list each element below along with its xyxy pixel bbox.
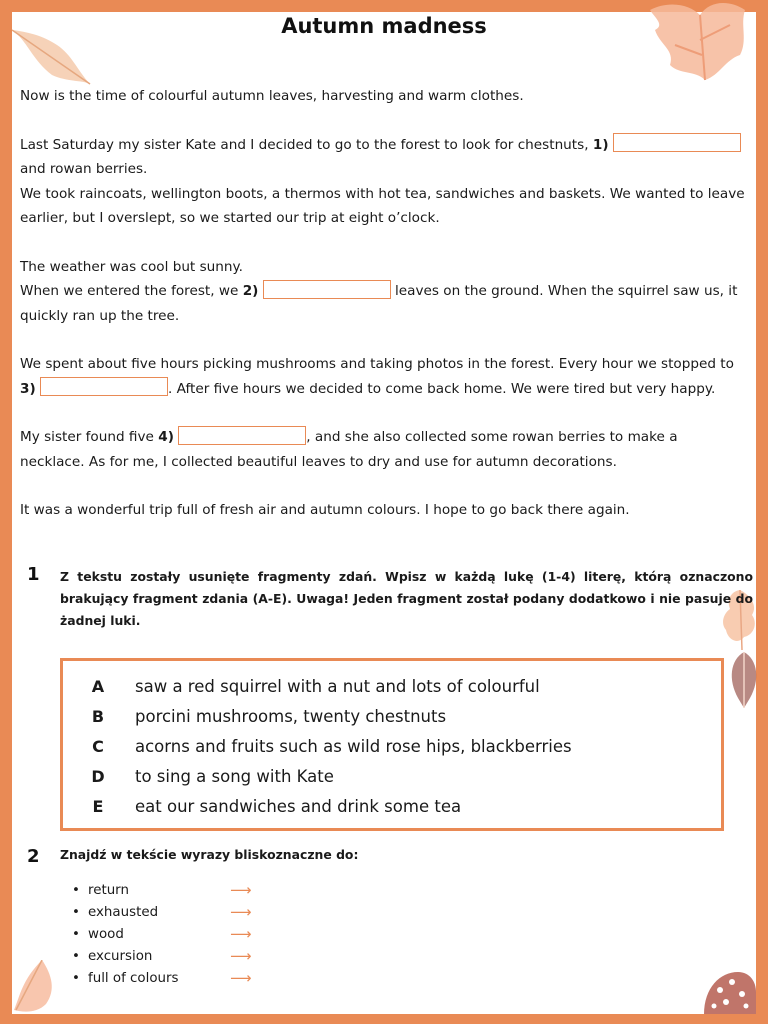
list-item: • excursion ⟶ [70,946,179,968]
autumn-leaf-icon [726,650,762,710]
synonym-list [70,880,252,990]
gap-3-label: 3) [20,380,36,397]
arrow-right-icon[interactable]: ⟶ [230,969,252,987]
gap-2-box[interactable] [263,280,391,299]
option-b: B porcini mushrooms, twenty chestnuts [91,706,447,726]
task-1-number: 1 [27,564,40,585]
gap-4-label: 4) [158,429,174,445]
list-item: • return ⟶ [70,880,179,902]
arrow-right-icon[interactable]: ⟶ [230,881,252,899]
task-2-number: 2 [27,846,40,867]
arrow-right-icon[interactable]: ⟶ [230,925,252,943]
bullet-icon: • [72,883,80,898]
bullet-icon: • [72,927,80,942]
paragraph: It was a wonderful trip full of fresh air and autumn colours. I hope to go back there again. [20,502,630,518]
task-1-instruction: Z tekstu zostały usunięte fragmenty zdań. Wpisz w każdą lukę (1-4) literę, którą oznaczono brakujący fragment zdania (A-E). Uwaga! Jeden fragment został podany dodatkowo i nie pasuje do żadnej luki. [60,569,753,628]
list-item: • wood ⟶ [70,924,179,946]
option-e: E eat our sandwiches and drink some tea [92,796,462,816]
autumn-leaf-icon [12,960,62,1014]
list-item: • full of colours ⟶ [70,968,179,990]
bullet-icon: • [72,949,80,964]
paragraph: Now is the time of colourful autumn leaves, harvesting and warm clothes. [20,88,524,104]
arrow-right-icon[interactable]: ⟶ [230,903,252,921]
list-item: • exhausted ⟶ [70,902,179,924]
options-box [60,658,724,831]
paragraph: My sister found five 4) , and she also collected some rowan berries to make a necklace. As for me, I collected beautiful leaves to dry and use for autumn decorations. [20,425,746,474]
page-title: Autumn madness [281,14,487,38]
gap-2-label: 2) [242,283,259,299]
gap-1-label: 1) [592,136,609,153]
mushroom-icon [700,968,756,1014]
story-text [20,84,746,547]
paragraph: The weather was cool but sunny. When we entered the forest, we 2) leaves on the ground. When the squirrel saw us, it quickly ran up the tree. [20,258,738,324]
gap-4-box[interactable] [178,426,306,445]
paragraph: Last Saturday my sister Kate and I decided to go to the forest to look for chestnuts, 1) and rowan berries. We took raincoats, wellington boots, a thermos with hot tea, sandwiches and baskets. We wanted to leave earlier, but I overslept, so we started our trip at eight o’clock. [20,133,746,231]
bullet-icon: • [72,905,80,920]
option-c: C acorns and fruits such as wild rose hips, blackberries [92,736,572,756]
option-d: D to sing a song with Kate [91,766,334,786]
bullet-icon: • [72,971,80,986]
arrow-right-icon[interactable]: ⟶ [230,947,252,965]
gap-1-box[interactable] [613,133,741,152]
gap-3-box[interactable] [40,377,168,396]
option-a: A saw a red squirrel with a nut and lots of colourful [91,676,540,696]
task-2-instruction: Znajdź w tekście wyrazy bliskoznaczne do: [60,847,359,862]
paragraph: We spent about five hours picking mushrooms and taking photos in the forest. Every hour we stopped to 3) . After five hours we decided to come back home. We were tired but very happy. [20,356,734,397]
